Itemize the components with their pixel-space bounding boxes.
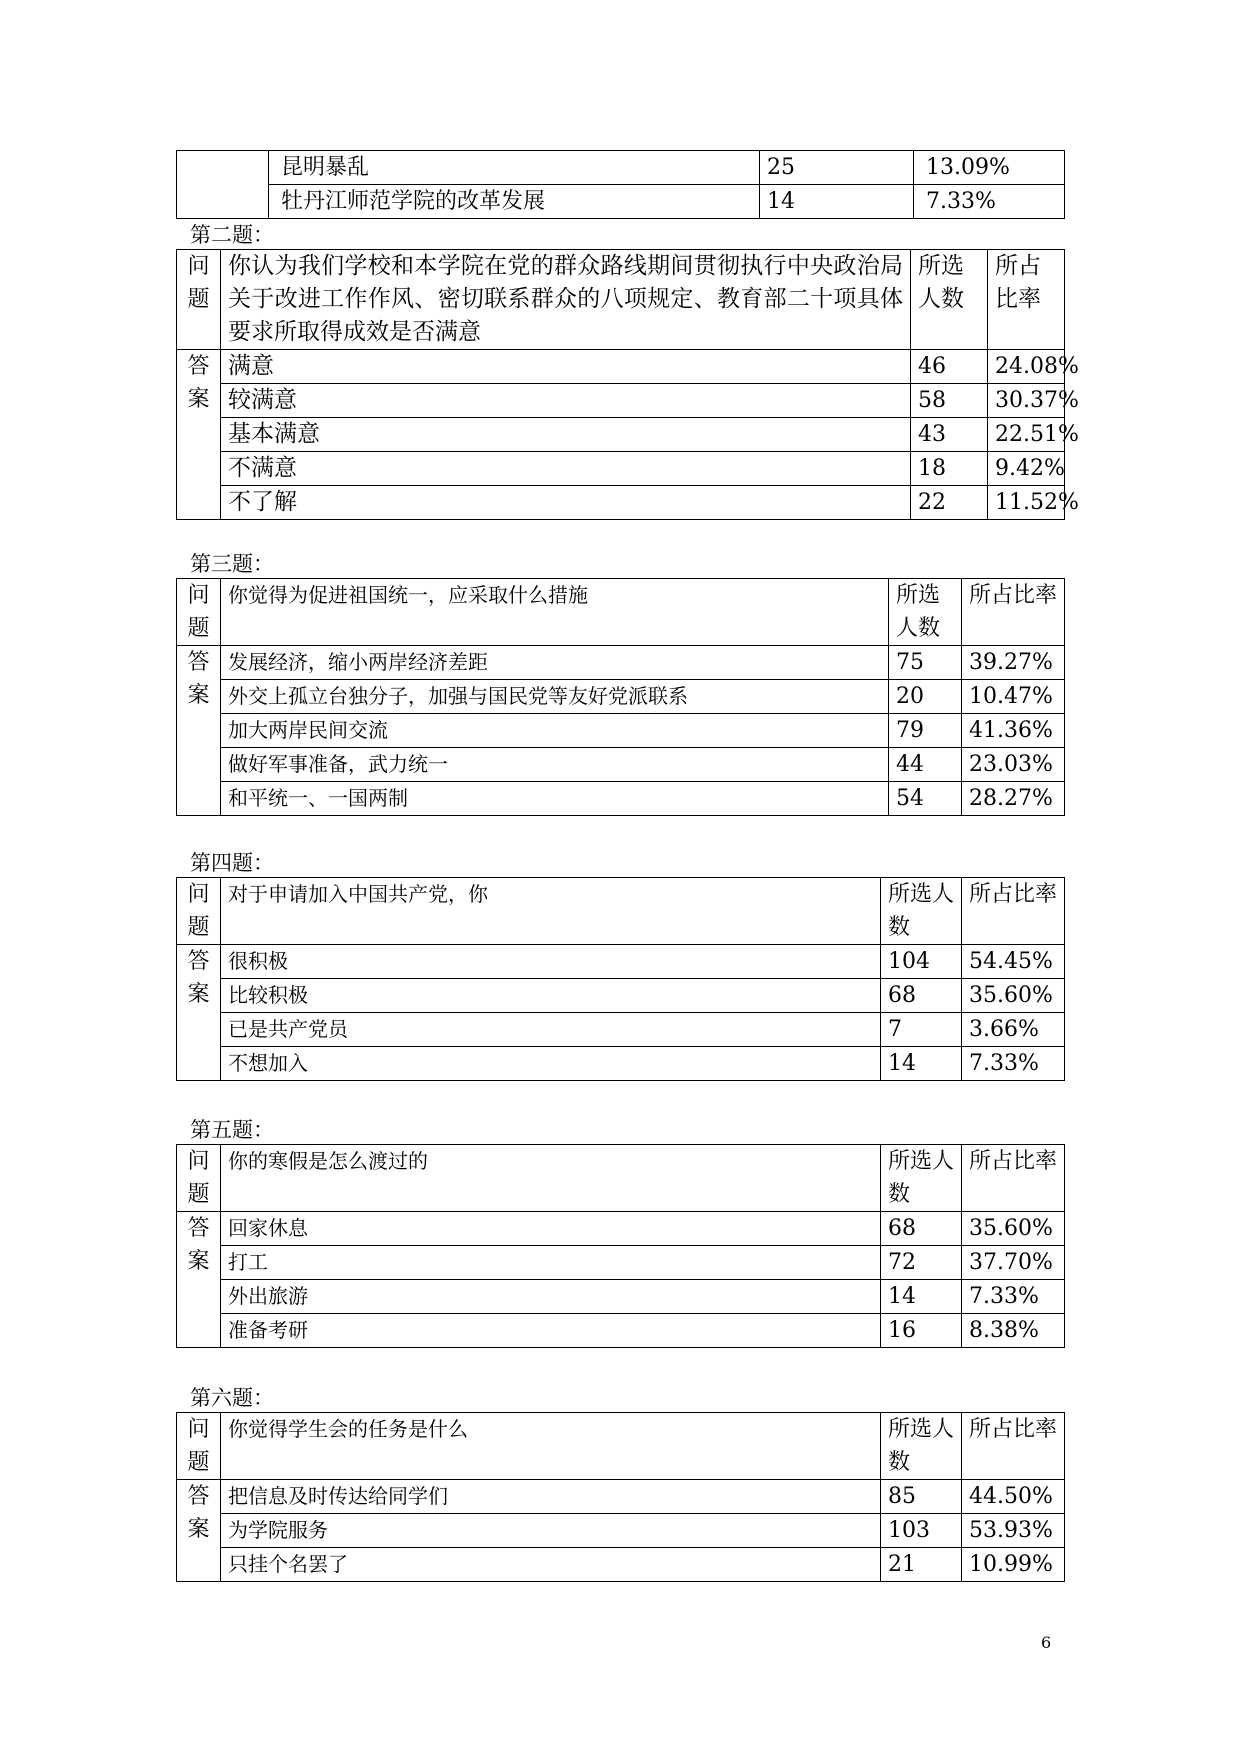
survey-table-q5 <box>176 1144 1065 1348</box>
table-row <box>177 748 1065 782</box>
question-label: 问题 <box>177 250 221 350</box>
answer-cell: 准备考研 <box>221 1314 881 1348</box>
count-cell: 25 <box>760 151 914 185</box>
count-header: 所选人数 <box>881 1145 962 1212</box>
percent-cell: 35.60% <box>962 979 1065 1013</box>
count-cell: 16 <box>881 1314 962 1348</box>
count-cell: 20 <box>889 680 962 714</box>
question-row <box>177 1413 1065 1480</box>
answer-cell: 不想加入 <box>221 1047 881 1081</box>
count-header: 所选人数 <box>881 878 962 945</box>
answer-cell: 回家休息 <box>221 1212 881 1246</box>
answer-cell: 较满意 <box>221 384 911 418</box>
answer-cell: 外交上孤立台独分子，加强与国民党等友好党派联系 <box>221 680 889 714</box>
question-label: 问题 <box>177 878 221 945</box>
percent-cell: 10.47% <box>962 680 1065 714</box>
question-text: 你觉得为促进祖国统一，应采取什么措施 <box>221 579 889 646</box>
table-row <box>177 680 1065 714</box>
question-text: 你认为我们学校和本学院在党的群众路线期间贯彻执行中央政治局关于改进工作作风、密切联系群众的八项规定、教育部二十项具体要求所取得成效是否满意 <box>221 250 911 350</box>
percent-cell: 7.33% <box>962 1280 1065 1314</box>
answer-cell: 满意 <box>221 350 911 384</box>
table-row <box>177 151 1065 185</box>
survey-table-continuation <box>176 150 1065 219</box>
percent-header: 所占比率 <box>962 579 1065 646</box>
page-number: 6 <box>1041 1633 1052 1652</box>
table-row <box>177 185 1065 219</box>
percent-cell: 35.60% <box>962 1212 1065 1246</box>
percent-cell: 8.38% <box>962 1314 1065 1348</box>
count-cell: 7 <box>881 1013 962 1047</box>
count-cell: 68 <box>881 979 962 1013</box>
table-row <box>177 714 1065 748</box>
percent-header: 所占比率 <box>988 250 1065 350</box>
percent-cell: 54.45% <box>962 945 1065 979</box>
count-header: 所选人数 <box>881 1413 962 1480</box>
percent-header: 所占比率 <box>962 1413 1065 1480</box>
question-label: 问题 <box>177 1145 221 1212</box>
table-row <box>177 384 1065 418</box>
table-row <box>177 350 1065 384</box>
count-cell: 72 <box>881 1246 962 1280</box>
table-row <box>177 1280 1065 1314</box>
percent-header: 所占比率 <box>962 878 1065 945</box>
question-text: 你的寒假是怎么渡过的 <box>221 1145 881 1212</box>
question-heading: 第五题： <box>190 1118 274 1142</box>
answer-cell: 为学院服务 <box>221 1514 881 1548</box>
answer-cell: 牡丹江师范学院的改革发展 <box>269 185 760 219</box>
count-cell: 44 <box>889 748 962 782</box>
answer-cell: 基本满意 <box>221 418 911 452</box>
question-heading: 第三题： <box>190 552 274 576</box>
question-heading: 第二题： <box>190 223 274 247</box>
percent-header: 所占比率 <box>962 1145 1065 1212</box>
question-label: 问题 <box>177 579 221 646</box>
count-cell: 14 <box>881 1047 962 1081</box>
percent-cell: 3.66% <box>962 1013 1065 1047</box>
count-cell: 54 <box>889 782 962 816</box>
table-row <box>177 1246 1065 1280</box>
answer-cell: 只挂个名罢了 <box>221 1548 881 1582</box>
table-row <box>177 418 1065 452</box>
answer-cell: 打工 <box>221 1246 881 1280</box>
survey-table-q4 <box>176 877 1065 1081</box>
answer-cell: 发展经济，缩小两岸经济差距 <box>221 646 889 680</box>
question-text: 对于申请加入中国共产党，你 <box>221 878 881 945</box>
percent-cell: 13.09% <box>914 151 1065 185</box>
percent-cell: 41.36% <box>962 714 1065 748</box>
question-heading: 第六题： <box>190 1386 274 1410</box>
percent-cell: 9.42% <box>988 452 1065 486</box>
count-cell: 68 <box>881 1212 962 1246</box>
empty-cell <box>177 151 269 219</box>
question-row <box>177 250 1065 350</box>
count-cell: 18 <box>911 452 988 486</box>
table-row <box>177 782 1065 816</box>
table-row <box>177 1047 1065 1081</box>
count-cell: 21 <box>881 1548 962 1582</box>
count-cell: 79 <box>889 714 962 748</box>
percent-cell: 53.93% <box>962 1514 1065 1548</box>
answer-cell: 加大两岸民间交流 <box>221 714 889 748</box>
percent-cell: 11.52% <box>988 486 1065 520</box>
answer-label: 答案 <box>177 1480 221 1582</box>
count-cell: 58 <box>911 384 988 418</box>
count-cell: 46 <box>911 350 988 384</box>
table-row <box>177 486 1065 520</box>
question-text: 你觉得学生会的任务是什么 <box>221 1413 881 1480</box>
answer-label: 答案 <box>177 350 221 520</box>
table-row <box>177 452 1065 486</box>
table-row <box>177 1314 1065 1348</box>
table-row <box>177 1480 1065 1514</box>
answer-label: 答案 <box>177 646 221 816</box>
answer-cell: 不了解 <box>221 486 911 520</box>
percent-cell: 39.27% <box>962 646 1065 680</box>
count-header: 所选人数 <box>911 250 988 350</box>
count-cell: 14 <box>881 1280 962 1314</box>
answer-cell: 已是共产党员 <box>221 1013 881 1047</box>
question-row <box>177 878 1065 945</box>
table-row <box>177 646 1065 680</box>
percent-cell: 7.33% <box>914 185 1065 219</box>
percent-cell: 23.03% <box>962 748 1065 782</box>
answer-cell: 不满意 <box>221 452 911 486</box>
answer-label: 答案 <box>177 1212 221 1348</box>
answer-cell: 和平统一、一国两制 <box>221 782 889 816</box>
count-cell: 43 <box>911 418 988 452</box>
table-row <box>177 1212 1065 1246</box>
count-cell: 14 <box>760 185 914 219</box>
answer-cell: 做好军事准备，武力统一 <box>221 748 889 782</box>
survey-table-q2 <box>176 249 1079 520</box>
answer-label: 答案 <box>177 945 221 1081</box>
answer-cell: 很积极 <box>221 945 881 979</box>
answer-cell: 把信息及时传达给同学们 <box>221 1480 881 1514</box>
question-label: 问题 <box>177 1413 221 1480</box>
answer-cell: 比较积极 <box>221 979 881 1013</box>
table-row <box>177 1514 1065 1548</box>
count-header: 所选人数 <box>889 579 962 646</box>
table-row <box>177 1548 1065 1582</box>
percent-cell: 7.33% <box>962 1047 1065 1081</box>
answer-cell: 昆明暴乱 <box>269 151 760 185</box>
table-row <box>177 979 1065 1013</box>
answer-cell: 外出旅游 <box>221 1280 881 1314</box>
table-row <box>177 1013 1065 1047</box>
percent-cell: 24.08% <box>988 350 1065 384</box>
percent-cell: 37.70% <box>962 1246 1065 1280</box>
question-heading: 第四题： <box>190 851 274 875</box>
survey-table-q3 <box>176 578 1065 816</box>
count-cell: 22 <box>911 486 988 520</box>
survey-table-q6 <box>176 1412 1065 1582</box>
percent-cell: 44.50% <box>962 1480 1065 1514</box>
count-cell: 85 <box>881 1480 962 1514</box>
percent-cell: 28.27% <box>962 782 1065 816</box>
percent-cell: 30.37% <box>988 384 1065 418</box>
count-cell: 75 <box>889 646 962 680</box>
count-cell: 104 <box>881 945 962 979</box>
table-row <box>177 945 1065 979</box>
count-cell: 103 <box>881 1514 962 1548</box>
question-row <box>177 579 1065 646</box>
percent-cell: 10.99% <box>962 1548 1065 1582</box>
percent-cell: 22.51% <box>988 418 1065 452</box>
question-row <box>177 1145 1065 1212</box>
